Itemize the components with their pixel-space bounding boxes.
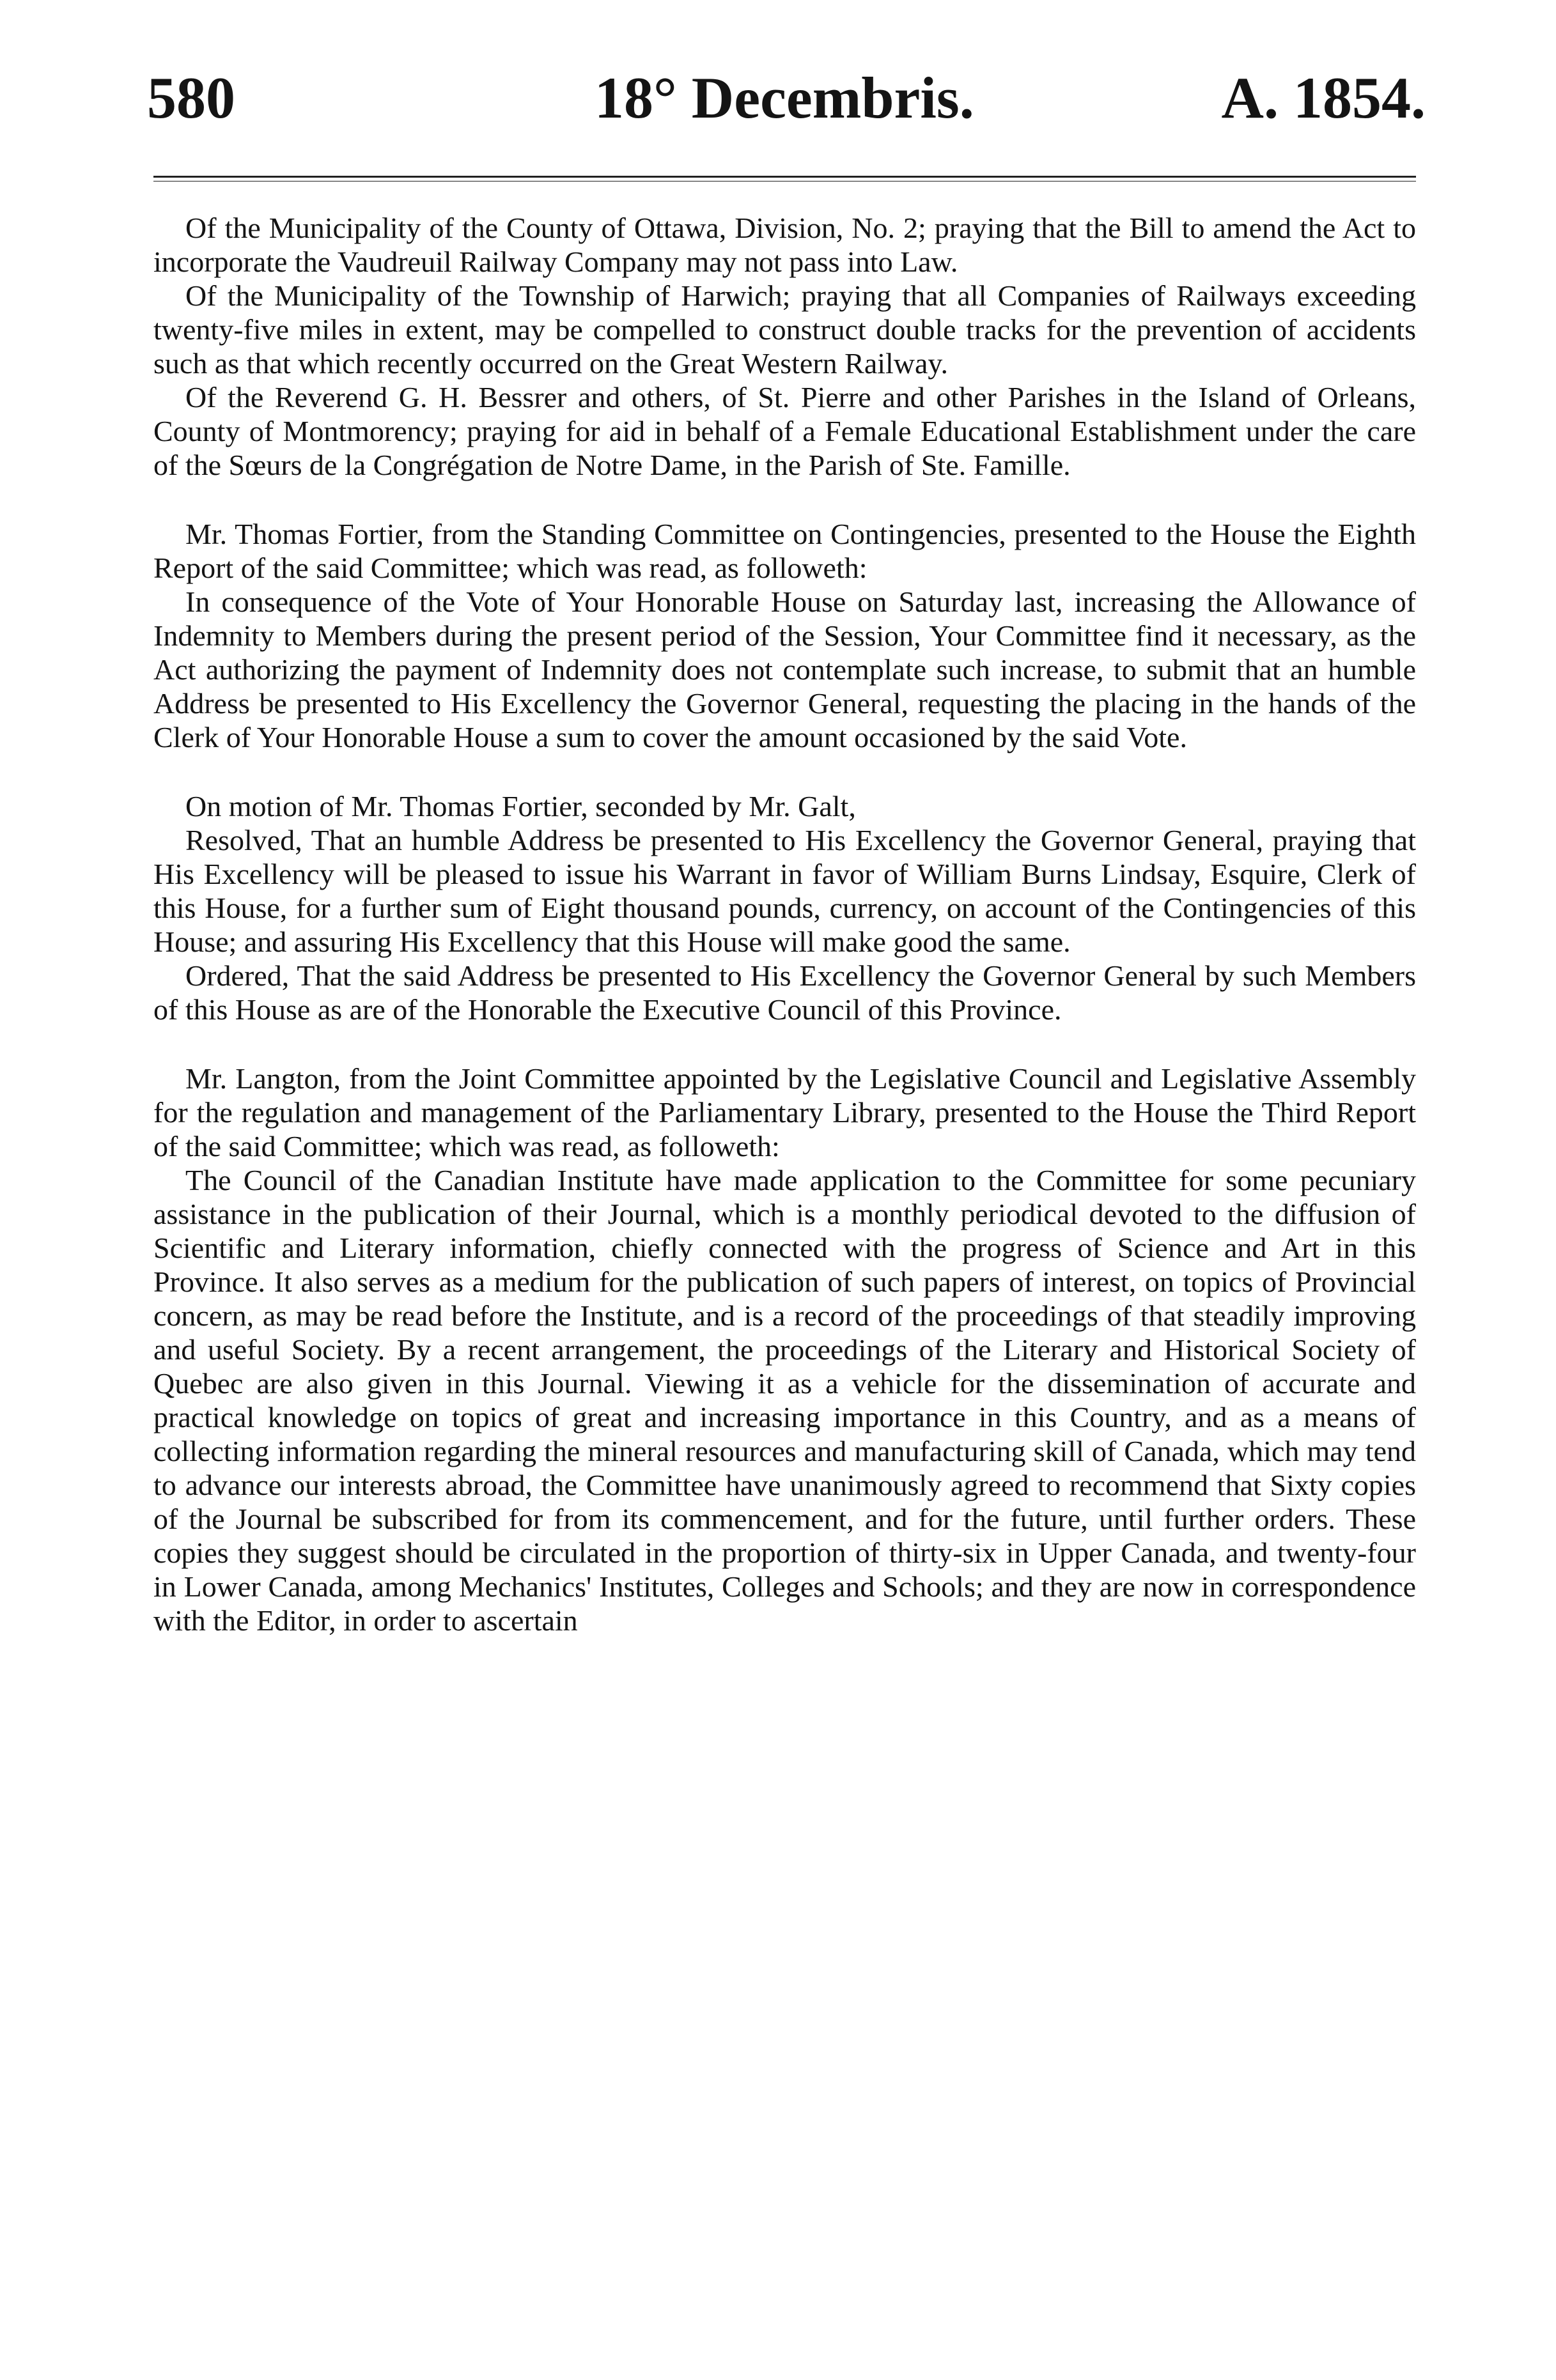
report-intro: Mr. Thomas Fortier, from the Standing Committee on Contingencies, presented to the House the Eighth Report of the said Committee; which was read, as followeth: — [153, 518, 1416, 584]
report-body: In consequence of the Vote of Your Honorable House on Saturday last, increasing the Allowance of Indemnity to Members during the present period of the Session, Your Committee find it necessary, as the Act authorizing the payment of Indemnity does not contemplate such increase, to submit that an humble Address be presented to His Excellency the Governor General, requesting the placing in the hands of the Clerk of Your Honorable House a sum to cover the amount occasioned by the said Vote. — [153, 585, 1416, 753]
section-gap — [153, 1026, 1416, 1062]
petition-paragraph: Of the Municipality of the County of Ottawa, Division, No. 2; praying that the Bill to amend the Act to incorporate the Vaudreuil Railway Company may not pass into Law. — [153, 212, 1416, 278]
header-rule — [153, 176, 1416, 178]
page-body — [153, 211, 1416, 1637]
library-report-body: The Council of the Canadian Institute have made application to the Committee for some pecuniary assistance in the publication of their Journal, which is a monthly periodical devoted to the diffusion of Scientific and Literary information, chiefly connected with the progress of Science and Art in this Province. It also serves as a medium for the publication of such papers of interest, on topics of Provincial concern, as may be read before the Institute, and is a record of the proceedings of that steadily improving and useful Society. By a recent arrangement, the proceedings of the Literary and Historical Society of Quebec are also given in this Journal. Viewing it as a vehicle for the dissemination of accurate and practical knowledge on topics of great and increasing importance in this Country, and as a means of collecting information regarding the mineral resources and manufacturing skill of Canada, which may tend to advance our interests abroad, the Committee have unanimously agreed to recommend that Sixty copies of the Journal be subscribed for from its commencement, and for the future, until further orders. These copies they suggest should be circulated in the proportion of thirty-six in Upper Canada, and twenty-four in Lower Canada, among Mechanics' Institutes, Colleges and Schools; and they are now in correspondence with the Editor, in order to ascertain — [153, 1164, 1416, 1637]
order: Ordered, That the said Address be presented to His Excellency the Governor General by such Members of this House as are of the Honorable the Executive Council of this Province. — [153, 959, 1416, 1026]
library-report-intro: Mr. Langton, from the Joint Committee appointed by the Legislative Council and Legislative Assembly for the regulation and management of the Parliamentary Library, presented to the House the Third Report of the said Committee; which was read, as followeth: — [153, 1062, 1416, 1163]
page-header — [147, 64, 1426, 141]
resolution: Resolved, That an humble Address be presented to His Excellency the Governor General, praying that His Excellency will be pleased to issue his Warrant in favor of William Burns Lindsay, Esquire, Clerk of this House, for a further sum of Eight thousand pounds, currency, on account of the Contingencies of this House; and assuring His Excellency that this House will make good the same. — [153, 824, 1416, 958]
petition-paragraph: Of the Reverend G. H. Bessrer and others, of St. Pierre and other Parishes in the Island of Orleans, County of Montmorency; praying for aid in behalf of a Female Educational Establishment under the care of the Sœurs de la Congrégation de Notre Dame, in the Parish of Ste. Famille. — [153, 381, 1416, 481]
header-date: 18° Decembris. — [595, 65, 974, 130]
page-number: 580 — [147, 65, 235, 130]
section-gap — [153, 482, 1416, 517]
header-year: A. 1854. — [1221, 65, 1426, 130]
motion-line: On motion of Mr. Thomas Fortier, seconded by Mr. Galt, — [185, 790, 856, 823]
section-gap — [153, 754, 1416, 789]
petition-paragraph: Of the Municipality of the Township of Harwich; praying that all Companies of Railways exceeding twenty-five miles in extent, may be compelled to construct double tracks for the prevention of accidents such as that which recently occurred on the Great Western Railway. — [153, 279, 1416, 380]
header-rule-thin — [153, 181, 1416, 182]
